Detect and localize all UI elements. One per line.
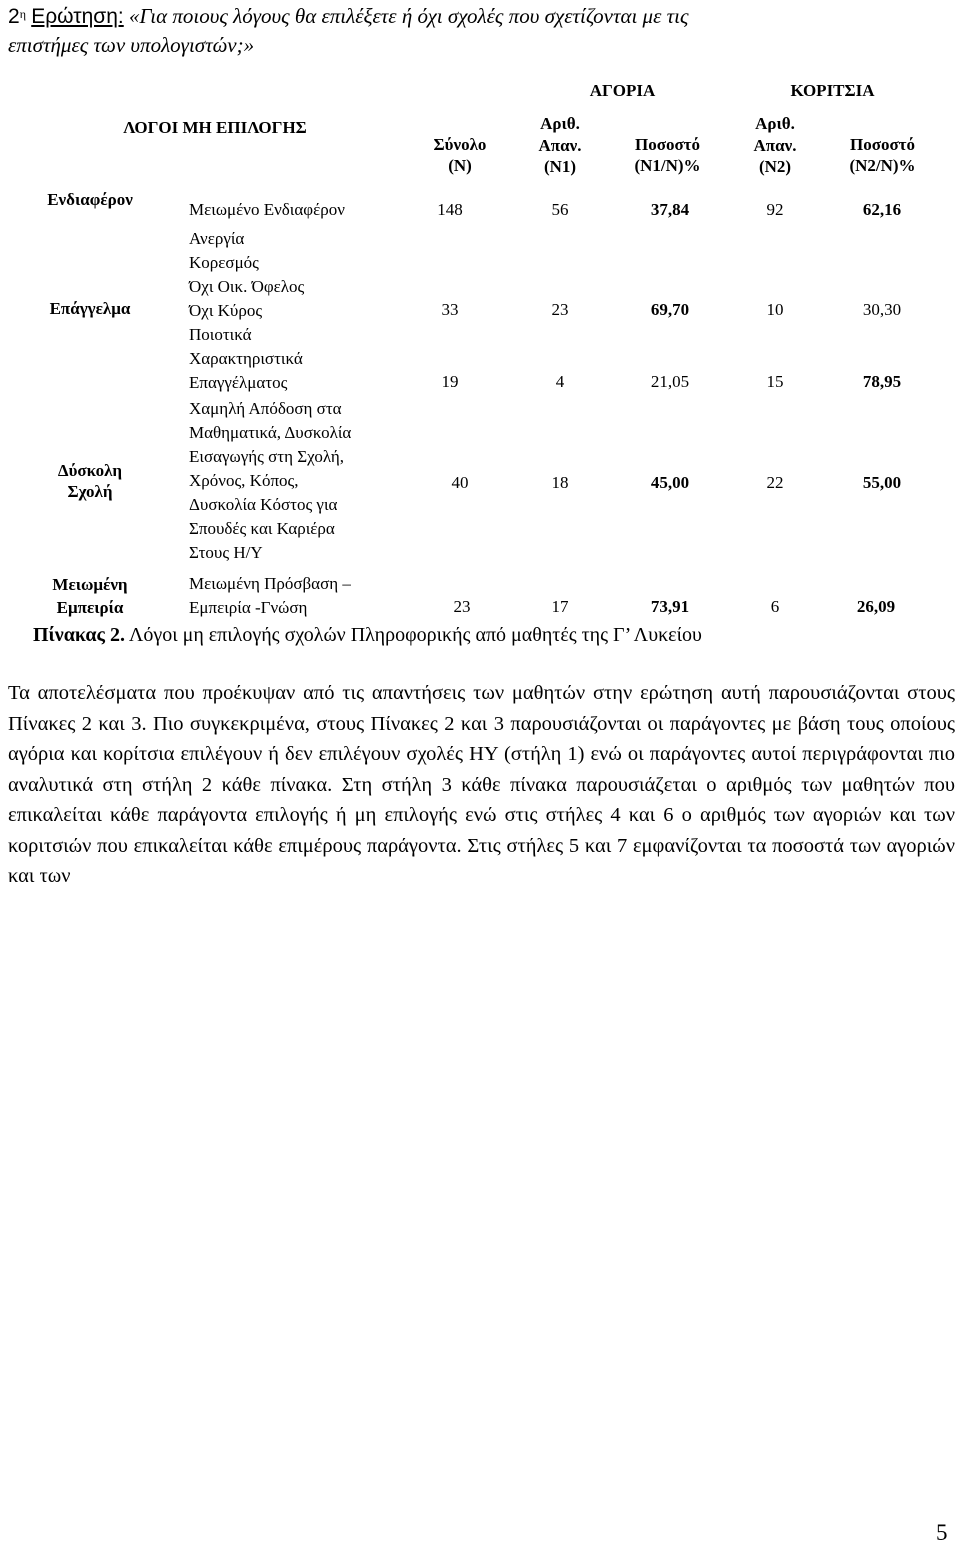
question-label: Ερώτηση:	[31, 5, 124, 28]
row4-pct2: 55,00	[862, 473, 902, 492]
header-total-line1: Σύνολο	[433, 135, 487, 154]
page-number: 5	[936, 1520, 948, 1545]
header-n1: (N1)	[543, 157, 577, 176]
row2-pct1: 69,70	[650, 300, 690, 319]
row4-total: 40	[451, 473, 469, 492]
row2-reason-4: Όχι Κύρος	[189, 301, 263, 320]
row4-reason-4: Χρόνος, Κόπος,	[189, 471, 299, 490]
category-difficult	[20, 460, 160, 502]
header-girls: ΚΟΡΙΤΣΙΑ	[790, 81, 875, 100]
header-reasons: ΛΟΓΟΙ ΜΗ ΕΠΙΛΟΓΗΣ	[123, 118, 307, 137]
row5-pct1: 73,91	[650, 597, 690, 616]
row3-pct2: 78,95	[862, 372, 902, 391]
question-superscript: η	[19, 7, 26, 21]
header-boys-pct	[605, 134, 730, 176]
row3-reason-1: Ποιοτικά	[189, 325, 252, 344]
header-boys-count-line1: Αριθ.	[540, 114, 580, 133]
row4-pct1: 45,00	[650, 473, 690, 492]
row1-n2: 92	[766, 200, 784, 219]
row4-n2: 22	[766, 473, 784, 492]
header-pct-label-2: Ποσοστό	[849, 135, 916, 154]
body-paragraph: Τα αποτελέσματα που προέκυψαν από τις απαντήσεις των μαθητών στην ερώτηση αυτή παρουσιάζονται στους Πίνακες 2 και 3. Πιο συγκεκριμένα, στους Πίνακες 2 και 3 παρουσιάζονται οι παράγοντες με βάση τους οποίους αγόρια και κορίτσια επιλέγουν ή δεν επιλέγουν σχολές ΗΥ (στήλη 1) ενώ οι παράγοντες αυτοί περιγράφονται πιο αναλυτικά στη στήλη 2 κάθε πίνακα. Στη στήλη 3 κάθε πίνακα παρουσιάζεται ο αριθμός των μαθητών που επικαλείται κάθε παράγοντα επιλογής ή μη επιλογής ενώ στις στήλες 4 και 6 ο αριθμός των αγοριών και των κοριτσιών που επικαλείται κάθε επιμέρους παράγοντα. Στις στήλες 5 και 7 εμφανίζονται τα ποσοστά των αγοριών και των	[8, 682, 955, 887]
row5-total: 23	[453, 597, 471, 616]
header-girls-count-line2: Απαν.	[753, 135, 797, 155]
row1-pct2: 62,16	[862, 200, 902, 219]
category-difficult-line2: Σχολή	[67, 482, 113, 501]
category-reduced	[20, 573, 160, 619]
header-girls-pct	[820, 134, 945, 176]
row1-n1: 56	[551, 200, 569, 219]
row4-reason-7: Στους Η/Υ	[189, 543, 263, 562]
question-line-1	[8, 3, 689, 30]
row4-reason-5: Δυσκολία Κόστος για	[189, 495, 338, 514]
category-interest: Ενδιαφέρον	[47, 190, 133, 209]
row2-reason-2: Κορεσμός	[189, 253, 259, 272]
row3-reasons	[189, 323, 303, 395]
category-reduced-line2: Εμπειρία	[56, 598, 124, 617]
caption-text: Λόγοι μη επιλογής σχολών Πληροφορικής από μαθητές της Γ’ Λυκείου	[124, 624, 702, 646]
row3-total: 19	[441, 372, 459, 391]
row5-reasons	[189, 572, 351, 620]
row2-total: 33	[441, 300, 459, 319]
header-total-line2: (N)	[448, 156, 472, 175]
header-girls-count-line1: Αριθ.	[755, 114, 795, 133]
row2-reason-3: Όχι Οικ. Όφελος	[189, 277, 305, 296]
row5-reason-1: Μειωμένη Πρόσβαση –	[189, 574, 351, 593]
row2-reason-1: Ανεργία	[189, 229, 245, 248]
row5-n2: 6	[770, 597, 780, 616]
row2-n1: 23	[551, 300, 569, 319]
row2-n2: 10	[766, 300, 784, 319]
category-reduced-line1: Μειωμένη	[52, 575, 128, 594]
header-n2: (N2)	[758, 157, 792, 176]
caption-label: Πίνακας 2.	[33, 624, 125, 646]
row1-pct1: 37,84	[650, 200, 690, 219]
header-pct-n2: (N2/N)%	[849, 156, 916, 175]
category-profession: Επάγγελμα	[49, 299, 131, 318]
table-caption	[33, 623, 702, 647]
row3-n1: 4	[555, 372, 565, 391]
row3-reason-3: Επαγγέλματος	[189, 373, 288, 392]
question-number: 2	[8, 5, 20, 28]
header-girls-count	[730, 113, 820, 178]
row4-reason-6: Σπουδές και Καριέρα	[189, 519, 335, 538]
row1-total: 148	[437, 200, 463, 219]
row2-pct2: 30,30	[862, 300, 902, 319]
header-pct-label-1: Ποσοστό	[634, 135, 701, 154]
category-difficult-line1: Δύσκολη	[57, 461, 123, 480]
header-boys: ΑΓΟΡΙΑ	[589, 81, 656, 100]
row1-reason: Μειωμένο Ενδιαφέρον	[189, 200, 345, 219]
question-line-2	[8, 32, 254, 58]
row5-n1: 17	[551, 597, 569, 616]
header-boys-count	[515, 113, 605, 178]
row2-reasons	[189, 227, 304, 323]
row4-reason-2: Μαθηματικά, Δυσκολία	[189, 423, 352, 442]
row5-reason-2: Εμπειρία -Γνώση	[189, 598, 308, 617]
row3-n2: 15	[766, 372, 784, 391]
header-pct-n1: (N1/N)%	[634, 156, 701, 175]
row4-reasons	[189, 397, 351, 565]
header-boys-count-line2: Απαν.	[538, 135, 582, 155]
question-text-2: επιστήμες των υπολογιστών;»	[8, 33, 255, 57]
row4-n1: 18	[551, 473, 569, 492]
row4-reason-3: Εισαγωγής στη Σχολή,	[189, 447, 345, 466]
header-total	[405, 134, 515, 176]
row3-reason-2: Χαρακτηριστικά	[189, 349, 303, 368]
row5-pct2: 26,09	[856, 597, 896, 616]
row3-pct1: 21,05	[650, 372, 690, 391]
row4-reason-1: Χαμηλή Απόδοση στα	[189, 399, 342, 418]
question-text-1: «Για ποιους λόγους θα επιλέξετε ή όχι σχολές που σχετίζονται με τις	[128, 4, 689, 28]
